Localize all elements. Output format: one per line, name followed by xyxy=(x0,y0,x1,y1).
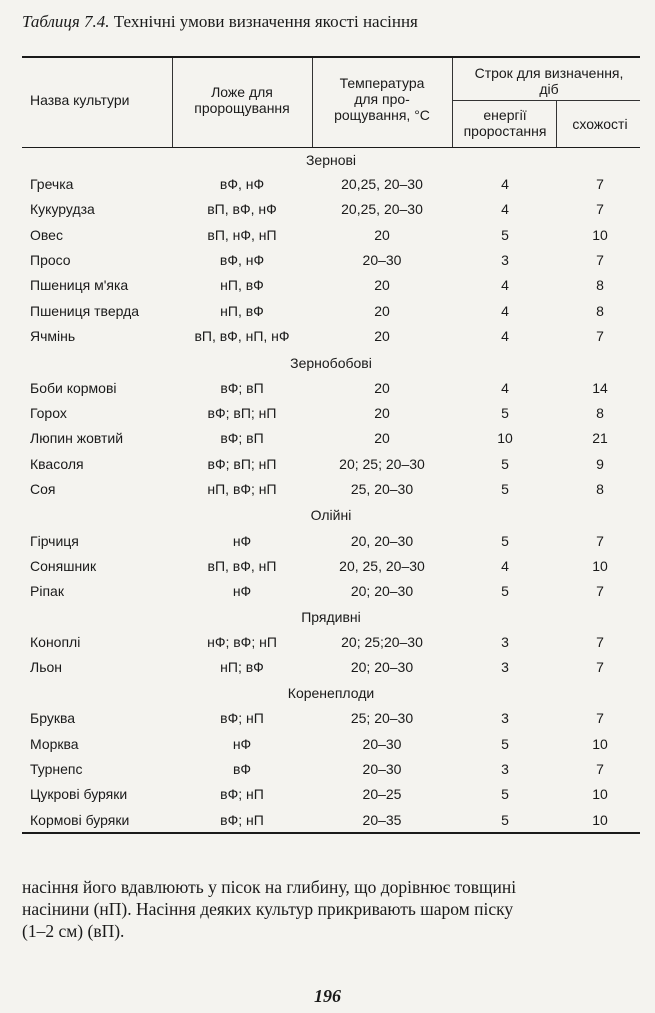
temp-value: 20; 25; 20–30 xyxy=(339,456,425,472)
crop-name: Ячмінь xyxy=(30,328,76,344)
header-term xyxy=(455,65,643,97)
table-row xyxy=(0,201,655,226)
crop-name: Морква xyxy=(30,736,79,752)
header-temp-line2: для про- xyxy=(354,91,410,107)
bed-value: вФ, нФ xyxy=(219,252,265,268)
crop-name: Горох xyxy=(30,405,67,421)
header-bottom-rule xyxy=(22,147,640,148)
bed-value: вФ; нП xyxy=(220,710,264,726)
header-energy-line1: енергії xyxy=(483,107,527,123)
bed-value: нП; вФ xyxy=(220,659,264,675)
table-title: Технічні умови визначення якості насіння xyxy=(113,12,418,31)
table-row xyxy=(0,456,655,481)
crop-name: Соя xyxy=(30,481,56,497)
header-bed xyxy=(172,84,312,116)
header-bed-line2: пророщування xyxy=(194,100,290,116)
bed-value: вФ xyxy=(232,761,252,777)
germination-value: 7 xyxy=(596,176,604,192)
energy-value: 3 xyxy=(501,761,509,777)
temp-value: 20; 25;20–30 xyxy=(341,634,423,650)
bed-value: вП, вФ, нФ xyxy=(207,201,277,217)
energy-value: 4 xyxy=(501,277,509,293)
header-divider-1 xyxy=(172,58,173,148)
crop-name: Кормові буряки xyxy=(30,812,130,828)
table-row xyxy=(0,786,655,811)
crop-name: Коноплі xyxy=(30,634,81,650)
table-row xyxy=(0,176,655,201)
table-top-rule xyxy=(22,56,640,58)
bed-value: вФ; нП xyxy=(220,812,264,828)
header-divider-2 xyxy=(312,58,313,148)
germination-value: 8 xyxy=(596,405,604,421)
energy-value: 5 xyxy=(501,583,509,599)
crop-name: Овес xyxy=(30,227,63,243)
bed-value: нП, вФ xyxy=(220,277,264,293)
energy-value: 4 xyxy=(501,328,509,344)
energy-value: 5 xyxy=(501,456,509,472)
header-crop-name: Назва культури xyxy=(30,92,130,108)
germination-value: 7 xyxy=(596,659,604,675)
crop-name: Квасоля xyxy=(30,456,84,472)
table-row xyxy=(0,558,655,583)
table-row xyxy=(0,227,655,252)
germination-value: 7 xyxy=(596,583,604,599)
crop-name: Льон xyxy=(30,659,62,675)
energy-value: 3 xyxy=(501,252,509,268)
germination-value: 10 xyxy=(592,558,608,574)
table-row xyxy=(0,583,655,608)
table-row xyxy=(0,481,655,506)
energy-value: 10 xyxy=(497,430,513,446)
header-subrule xyxy=(452,100,640,101)
header-term-line2: діб xyxy=(539,81,559,97)
body-line: насіння його вдавлюють у пісок на глибину, що дорівнює товщині xyxy=(22,877,517,897)
temp-value: 20,25, 20–30 xyxy=(341,201,423,217)
header-bed-line1: Ложе для xyxy=(211,84,273,100)
crop-name: Пшениця м'яка xyxy=(30,277,129,293)
energy-value: 4 xyxy=(501,201,509,217)
germination-value: 14 xyxy=(592,380,608,396)
germination-value: 9 xyxy=(596,456,604,472)
temp-value: 20, 20–30 xyxy=(350,533,414,549)
germination-value: 7 xyxy=(596,761,604,777)
crop-name: Пшениця тверда xyxy=(30,303,140,319)
bed-value: нФ xyxy=(232,533,252,549)
header-energy xyxy=(455,107,555,139)
temp-value: 20 xyxy=(374,303,390,319)
germination-value: 7 xyxy=(596,328,604,344)
temp-value: 20; 20–30 xyxy=(350,583,414,599)
table-label: Таблиця 7.4. xyxy=(22,12,110,31)
table-row xyxy=(0,710,655,735)
germination-value: 7 xyxy=(596,533,604,549)
table-row xyxy=(0,303,655,328)
energy-value: 3 xyxy=(501,659,509,675)
table-row xyxy=(0,277,655,302)
energy-value: 5 xyxy=(501,736,509,752)
bed-value: вФ; вП; нП xyxy=(207,456,277,472)
temp-value: 20–30 xyxy=(362,252,402,268)
crop-name: Боби кормові xyxy=(30,380,117,396)
table-row xyxy=(0,659,655,684)
energy-value: 5 xyxy=(501,786,509,802)
header-divider-4 xyxy=(556,100,557,148)
table-row xyxy=(0,252,655,277)
group-title-root-crops: Коренеплоди xyxy=(287,685,375,701)
table-row xyxy=(0,533,655,558)
germination-value: 10 xyxy=(592,786,608,802)
germination-value: 10 xyxy=(592,227,608,243)
bed-value: нФ xyxy=(232,583,252,599)
energy-value: 4 xyxy=(501,380,509,396)
group-title-fiber: Прядивні xyxy=(301,609,361,625)
header-divider-3 xyxy=(452,58,453,148)
header-temp-line1: Температура xyxy=(339,75,425,91)
crop-name: Люпин жовтий xyxy=(30,430,124,446)
header-temperature xyxy=(312,75,452,123)
crop-name: Ріпак xyxy=(30,583,64,599)
energy-value: 5 xyxy=(501,533,509,549)
crop-name: Цукрові буряки xyxy=(30,786,128,802)
crop-name: Кукурудза xyxy=(30,201,95,217)
table-row xyxy=(0,328,655,353)
temp-value: 20–30 xyxy=(362,736,402,752)
table-caption xyxy=(22,12,642,32)
crop-name: Просо xyxy=(30,252,71,268)
bed-value: вФ, нФ xyxy=(219,176,265,192)
page-number: 196 xyxy=(314,986,341,1006)
energy-value: 4 xyxy=(501,303,509,319)
temp-value: 20 xyxy=(374,430,390,446)
energy-value: 5 xyxy=(501,812,509,828)
crop-name: Турнепс xyxy=(30,761,83,777)
table-row xyxy=(0,405,655,430)
bed-value: вФ; вП xyxy=(220,380,264,396)
energy-value: 4 xyxy=(501,558,509,574)
germination-value: 8 xyxy=(596,481,604,497)
body-line: насінини (нП). Насіння деяких культур прикривають шаром піску xyxy=(22,899,514,919)
bed-value: нФ xyxy=(232,736,252,752)
table-row xyxy=(0,430,655,455)
temp-value: 20 xyxy=(374,380,390,396)
energy-value: 5 xyxy=(501,227,509,243)
body-paragraph xyxy=(22,876,644,942)
energy-value: 5 xyxy=(501,405,509,421)
header-germination: схожості xyxy=(572,116,628,132)
bed-value: вП, нФ, нП xyxy=(207,227,277,243)
temp-value: 20, 25, 20–30 xyxy=(339,558,425,574)
temp-value: 20–30 xyxy=(362,761,402,777)
bed-value: вФ; вП xyxy=(220,430,264,446)
germination-value: 8 xyxy=(596,303,604,319)
group-title-legumes: Зернобобові xyxy=(290,355,372,371)
temp-value: 20–25 xyxy=(362,786,402,802)
table-row xyxy=(0,736,655,761)
crop-name: Гірчиця xyxy=(30,533,79,549)
germination-value: 7 xyxy=(596,710,604,726)
crop-name: Гречка xyxy=(30,176,74,192)
germination-value: 8 xyxy=(596,277,604,293)
temp-value: 20; 20–30 xyxy=(350,659,414,675)
bed-value: нП, вФ xyxy=(220,303,264,319)
table-row xyxy=(0,761,655,786)
table-row xyxy=(0,380,655,405)
germination-value: 7 xyxy=(596,201,604,217)
bed-value: нФ; вФ; нП xyxy=(207,634,277,650)
energy-value: 3 xyxy=(501,634,509,650)
temp-value: 25, 20–30 xyxy=(350,481,414,497)
crop-name: Бруква xyxy=(30,710,76,726)
header-temp-line3: рощування, °С xyxy=(334,107,430,123)
temp-value: 20 xyxy=(374,328,390,344)
germination-value: 7 xyxy=(596,252,604,268)
crop-name: Соняшник xyxy=(30,558,97,574)
bed-value: вФ; нП xyxy=(220,786,264,802)
bed-value: вП, вФ, нП, нФ xyxy=(194,328,290,344)
bed-value: вП, вФ, нП xyxy=(207,558,277,574)
temp-value: 20 xyxy=(374,227,390,243)
temp-value: 20 xyxy=(374,405,390,421)
body-line: (1–2 см) (вП). xyxy=(22,921,125,941)
bed-value: вФ; вП; нП xyxy=(207,405,277,421)
energy-value: 4 xyxy=(501,176,509,192)
header-term-line1: Строк для визначення, xyxy=(474,65,624,81)
germination-value: 10 xyxy=(592,812,608,828)
germination-value: 7 xyxy=(596,634,604,650)
temp-value: 25; 20–30 xyxy=(350,710,414,726)
temp-value: 20,25, 20–30 xyxy=(341,176,423,192)
table-row xyxy=(0,634,655,659)
temp-value: 20–35 xyxy=(362,812,402,828)
energy-value: 5 xyxy=(501,481,509,497)
germination-value: 21 xyxy=(592,430,608,446)
energy-value: 3 xyxy=(501,710,509,726)
bed-value: нП, вФ; нП xyxy=(207,481,277,497)
group-title-oil: Олійні xyxy=(310,507,352,523)
table-bottom-rule xyxy=(22,832,640,834)
group-title-grain: Зернові xyxy=(305,152,357,168)
temp-value: 20 xyxy=(374,277,390,293)
germination-value: 10 xyxy=(592,736,608,752)
header-energy-line2: проростання xyxy=(463,123,547,139)
